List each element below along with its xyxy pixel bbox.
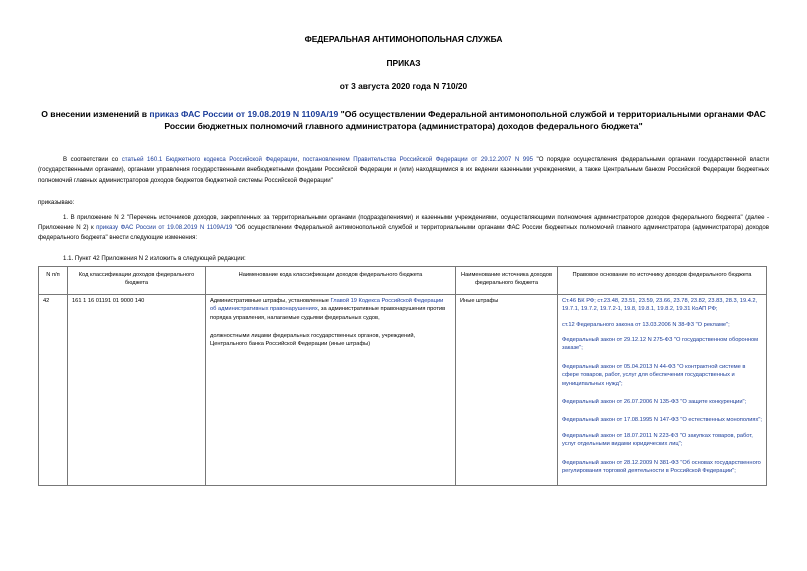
row-legal-basis: [558, 294, 767, 485]
code-name-para-2: должностными лицами федеральных государственных органов, учреждений, Центрального банка Российской Федерации (иные штрафы): [210, 333, 416, 348]
organization-name: ФЕДЕРАЛЬНАЯ АНТИМОНОПОЛЬНАЯ СЛУЖБА: [304, 34, 503, 44]
income-sources-table: [38, 266, 767, 486]
code-name-text-2: , за административные правонарушения против порядка управления, налагаемые судьями федеральных судов,: [210, 306, 446, 321]
legal-basis-item[interactable]: ст.12 Федерального закона от 13.03.2006 N 38-ФЗ "О рекламе";: [562, 321, 730, 328]
table-row: [39, 294, 767, 485]
header-code-name: Наименование кода классификации доходов федерального бюджета: [206, 267, 456, 295]
legal-basis-item[interactable]: Федеральный закон от 18.07.2011 N 223-ФЗ "О закупках товаров, работ, услуг отдельными видами юридических лиц";: [562, 432, 753, 448]
header-legal-basis: Правовое основание по источнику доходов федерального бюджета: [558, 267, 767, 295]
legal-basis-item[interactable]: Ст.46 БК РФ; ст.23.48, 23.51, 23.59, 23.66, 23.78, 23.82, 23.83, 28.3, 19.4.2, 19.7.1, 19.7.2, 19.7.2-1, 19.8, 19.8.1, 19.8.2, 19.31 КоАП РФ;: [562, 297, 758, 313]
row-source-name: Иные штрафы: [456, 294, 558, 485]
legal-basis-item[interactable]: Федеральный закон от 28.12.2009 N 381-ФЗ "Об основах государственного регулирования торговой деятельности в Российской Федерации";: [562, 459, 761, 475]
header-code: Код классификации доходов федерального бюджета: [68, 267, 206, 295]
legal-basis-item[interactable]: Федеральный закон от 29.12.12 N 275-ФЗ "О государственном оборонном заказе";: [562, 337, 759, 352]
page-bottom-edge: [0, 553, 807, 571]
title-after: "Об осуществлении Федеральной антимонопольной службой и территориальными органами ФАС России бюджетных полномочий главного администратора (администратора) доходов федерального бюджета": [164, 109, 766, 131]
code-name-text-1: Административные штрафы, установленные: [210, 297, 331, 304]
koap-chapter-link[interactable]: Главой 19 Кодекса Российской Федерации об административных правонарушениях: [210, 297, 444, 313]
decree-word: приказываю:: [38, 199, 75, 207]
item-1-text-2: "Об осуществлении Федеральной антимонопольной службой и территориальными органами ФАС России бюджетных полномочий главного администратора (администратора) доходов федерального бюджета" внести следующие изменения:: [38, 224, 769, 242]
item-1-1-paragraph: 1.1. Пункт 42 Приложения N 2 изложить в следующей редакции:: [63, 254, 246, 262]
header-source-name: Наименование источника доходов федерального бюджета: [456, 267, 558, 295]
item-1-text-1: 1. В приложение N 2 "Перечень источников доходов, закрепленных за территориальными органами (подразделениями) и казенными учреждениями, осуществляющими полномочия администраторов доходов федерального бюджета" (далее - Приложение N 2) к: [38, 213, 769, 232]
table-header-row: [39, 267, 767, 295]
legal-basis-item[interactable]: Федеральный закон от 17.08.1995 N 147-ФЗ "О естественных монополиях";: [562, 417, 762, 424]
legal-basis-item[interactable]: Федеральный закон от 05.04.2013 N 44-ФЗ "О контрактной системе в сфере товаров, работ, услуг для обеспечения государственных и муниципальных нужд";: [562, 363, 746, 387]
document-title: [38, 108, 769, 132]
row-code: 161 1 16 01191 01 9000 140: [68, 294, 206, 485]
government-decree-link[interactable]: постановлением Правительства Российской Федерации от 29.12.2007 N 995: [302, 156, 533, 163]
preamble-text-2: ,: [297, 156, 303, 163]
preamble-text-3: "О порядке осуществления федеральными органами государственной власти (государственными органами), органами управления государственными внебюджетными фондами Российской Федерации и (или) находящимися в их ведении казенными учреждениями, а также Центральным банком Российской Федерации бюджетных полномочий главных администраторов доходов бюджетов бюджетной системы Российской Федерации": [38, 156, 770, 184]
row-number: 42: [39, 294, 68, 485]
legal-basis-item[interactable]: Федеральный закон от 26.07.2006 N 135-ФЗ "О защите конкуренции";: [562, 399, 747, 406]
title-link[interactable]: приказ ФАС России от 19.08.2019 N 1109А/19: [149, 109, 339, 119]
order-link[interactable]: приказу ФАС России от 19.08.2019 N 1109А/19: [96, 224, 233, 232]
title-before: О внесении изменений в: [41, 109, 150, 119]
preamble-text-1: В соответствии со: [63, 156, 122, 163]
budget-code-link[interactable]: статьей 160.1 Бюджетного кодекса Российской Федерации: [121, 156, 298, 163]
row-code-name: [206, 294, 456, 485]
document-type: ПРИКАЗ: [386, 58, 421, 68]
header-number: N п/п: [39, 267, 68, 295]
code-name-para-1: [210, 297, 451, 322]
document-date: от 3 августа 2020 года N 710/20: [339, 81, 468, 91]
item-1-paragraph: [38, 213, 769, 244]
preamble-paragraph: [38, 155, 769, 186]
